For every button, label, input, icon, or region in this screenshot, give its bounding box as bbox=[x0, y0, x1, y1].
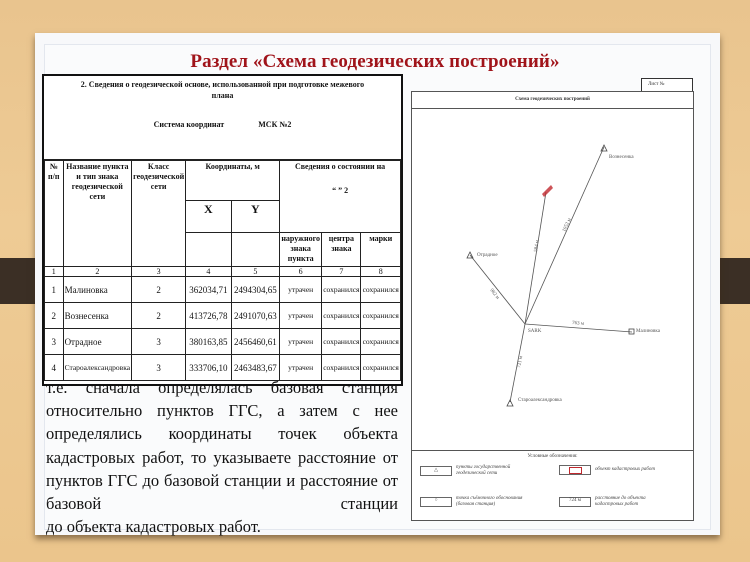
legend-text: точка съёмочного обоснования (базовая станция) bbox=[456, 496, 523, 507]
col-number: 7 bbox=[322, 267, 361, 277]
cell-num: 4 bbox=[45, 355, 64, 381]
cell-class: 2 bbox=[132, 277, 186, 303]
distance-sample: 724 м bbox=[569, 498, 581, 503]
legend-swatch bbox=[559, 465, 591, 475]
header-class: Класс геодезической сети bbox=[132, 161, 186, 267]
cell-outer: утрачен bbox=[280, 355, 322, 381]
cell-outer: утрачен bbox=[280, 329, 322, 355]
label-voznesenka: Вознесенка bbox=[609, 155, 634, 160]
heading-line-2: плана bbox=[211, 91, 234, 100]
header-outer-sign: наружного знака пункта bbox=[280, 233, 322, 267]
cell-y: 2494304,65 bbox=[231, 277, 280, 303]
cell-name: Малиновка bbox=[63, 277, 132, 303]
sheet-number-box: Лист № bbox=[641, 78, 693, 92]
paragraph-last-line: до объекта кадастровых работ. bbox=[46, 517, 261, 537]
cell-name: Староалександровка bbox=[63, 355, 132, 381]
legend-swatch bbox=[420, 466, 452, 476]
coord-system-value: МСК №2 bbox=[258, 120, 292, 129]
cell-center: сохранился bbox=[322, 303, 361, 329]
object-marker-icon bbox=[542, 185, 553, 197]
cell-center: сохранился bbox=[322, 329, 361, 355]
cell-center: сохранился bbox=[322, 355, 361, 381]
header-x: X bbox=[186, 201, 231, 233]
legend-item-ggs bbox=[420, 465, 536, 477]
drawing-title: Схема геодезических построений bbox=[412, 92, 693, 109]
coord-system-label: Система координат bbox=[153, 120, 225, 129]
geodetic-basis-table-document bbox=[42, 74, 403, 386]
col-number: 5 bbox=[231, 267, 280, 277]
header-x-spacer bbox=[186, 233, 231, 267]
legend-item-base bbox=[420, 496, 536, 508]
label-staroalexandrovka: Староалександровка bbox=[518, 398, 562, 403]
header-name: Название пункта и тип знака геодезической сети bbox=[63, 161, 132, 267]
circle-icon: ○ bbox=[434, 498, 438, 503]
cell-class: 3 bbox=[132, 355, 186, 381]
col-number: 6 bbox=[280, 267, 322, 277]
dist-otradnoe: 982 м bbox=[488, 288, 500, 301]
triangle-icon bbox=[467, 145, 607, 406]
col-number: 1 bbox=[45, 267, 64, 277]
cell-mark: сохранился bbox=[361, 303, 401, 329]
cell-mark: сохранился bbox=[361, 277, 401, 303]
red-rectangle-icon bbox=[569, 467, 582, 474]
cell-x: 333706,10 bbox=[186, 355, 231, 381]
header-state bbox=[280, 161, 401, 233]
cell-y: 2463483,67 bbox=[231, 355, 280, 381]
header-center: центра знака bbox=[322, 233, 361, 267]
cell-class: 2 bbox=[132, 303, 186, 329]
cell-num: 1 bbox=[45, 277, 64, 303]
header-y-spacer bbox=[231, 233, 280, 267]
explanation-paragraph bbox=[46, 376, 398, 538]
label-base-station: SARK bbox=[528, 329, 542, 334]
legend-swatch bbox=[559, 497, 591, 507]
label-otradnoe: Отрадное bbox=[477, 253, 498, 258]
table-row bbox=[45, 303, 401, 329]
cell-outer: утрачен bbox=[280, 303, 322, 329]
geodetic-table bbox=[44, 160, 401, 381]
legend-text: расстояние до объекта кадастровых работ bbox=[595, 496, 646, 507]
legend-swatch bbox=[420, 497, 452, 507]
cell-y: 2491070,63 bbox=[231, 303, 280, 329]
col-number: 8 bbox=[361, 267, 401, 277]
cell-name: Вознесенка bbox=[63, 303, 132, 329]
scheme-diagram bbox=[412, 92, 695, 450]
label-malinovka: Малиновка bbox=[636, 329, 660, 334]
cell-center: сохранился bbox=[322, 277, 361, 303]
table-heading bbox=[44, 76, 401, 160]
paragraph-text: т.е. сначала определялась базовая станция относительно пунктов ГГС, а затем с нее определялись координаты точек объекта кадастровых работ, то указываете расстояние от пунктов ГГС до базовой станции и расстояние от базовой станции bbox=[46, 378, 398, 514]
cell-num: 3 bbox=[45, 329, 64, 355]
heading-line-1: 2. Сведения о геодезической основе, использованной при подготовке межевого bbox=[80, 80, 365, 89]
cell-x: 362034,71 bbox=[186, 277, 231, 303]
cell-num: 2 bbox=[45, 303, 64, 329]
header-num: № п/п bbox=[45, 161, 64, 267]
triangle-icon: △ bbox=[434, 468, 438, 473]
dist-malinovka: 763 м bbox=[571, 321, 585, 327]
dist-voznesenka: 1052 м bbox=[562, 217, 573, 233]
col-number: 4 bbox=[186, 267, 231, 277]
cell-outer: утрачен bbox=[280, 277, 322, 303]
column-numbers-row bbox=[45, 267, 401, 277]
header-y: Y bbox=[231, 201, 280, 233]
dist-staroalex: 721 м bbox=[517, 355, 525, 369]
legend-text: пункты государственной геодезической сети bbox=[456, 465, 511, 476]
header-marks: марки bbox=[361, 233, 401, 267]
header-state-date: “ ” 2 bbox=[332, 186, 349, 195]
legend bbox=[412, 450, 693, 520]
table-row bbox=[45, 277, 401, 303]
slide-title: Раздел «Схема геодезических построений» bbox=[190, 51, 560, 72]
legend-item-distance bbox=[559, 496, 675, 508]
table-row bbox=[45, 329, 401, 355]
cell-x: 413726,78 bbox=[186, 303, 231, 329]
legend-title: Условные обозначения: bbox=[527, 454, 578, 459]
dist-object: 584 м bbox=[534, 239, 541, 253]
cell-name: Отрадное bbox=[63, 329, 132, 355]
legend-item-object bbox=[559, 465, 675, 475]
cell-y: 2456460,61 bbox=[231, 329, 280, 355]
geodetic-scheme-drawing bbox=[411, 91, 694, 521]
cell-mark: сохранился bbox=[361, 355, 401, 381]
header-coords: Координаты, м bbox=[186, 161, 280, 201]
header-state-label: Сведения о состоянии на bbox=[294, 162, 386, 171]
cell-class: 3 bbox=[132, 329, 186, 355]
col-number: 2 bbox=[63, 267, 132, 277]
coordinate-system bbox=[44, 119, 401, 130]
cell-mark: сохранился bbox=[361, 329, 401, 355]
cell-x: 380163,85 bbox=[186, 329, 231, 355]
col-number: 3 bbox=[132, 267, 186, 277]
legend-text: объект кадастровых работ bbox=[595, 467, 655, 472]
